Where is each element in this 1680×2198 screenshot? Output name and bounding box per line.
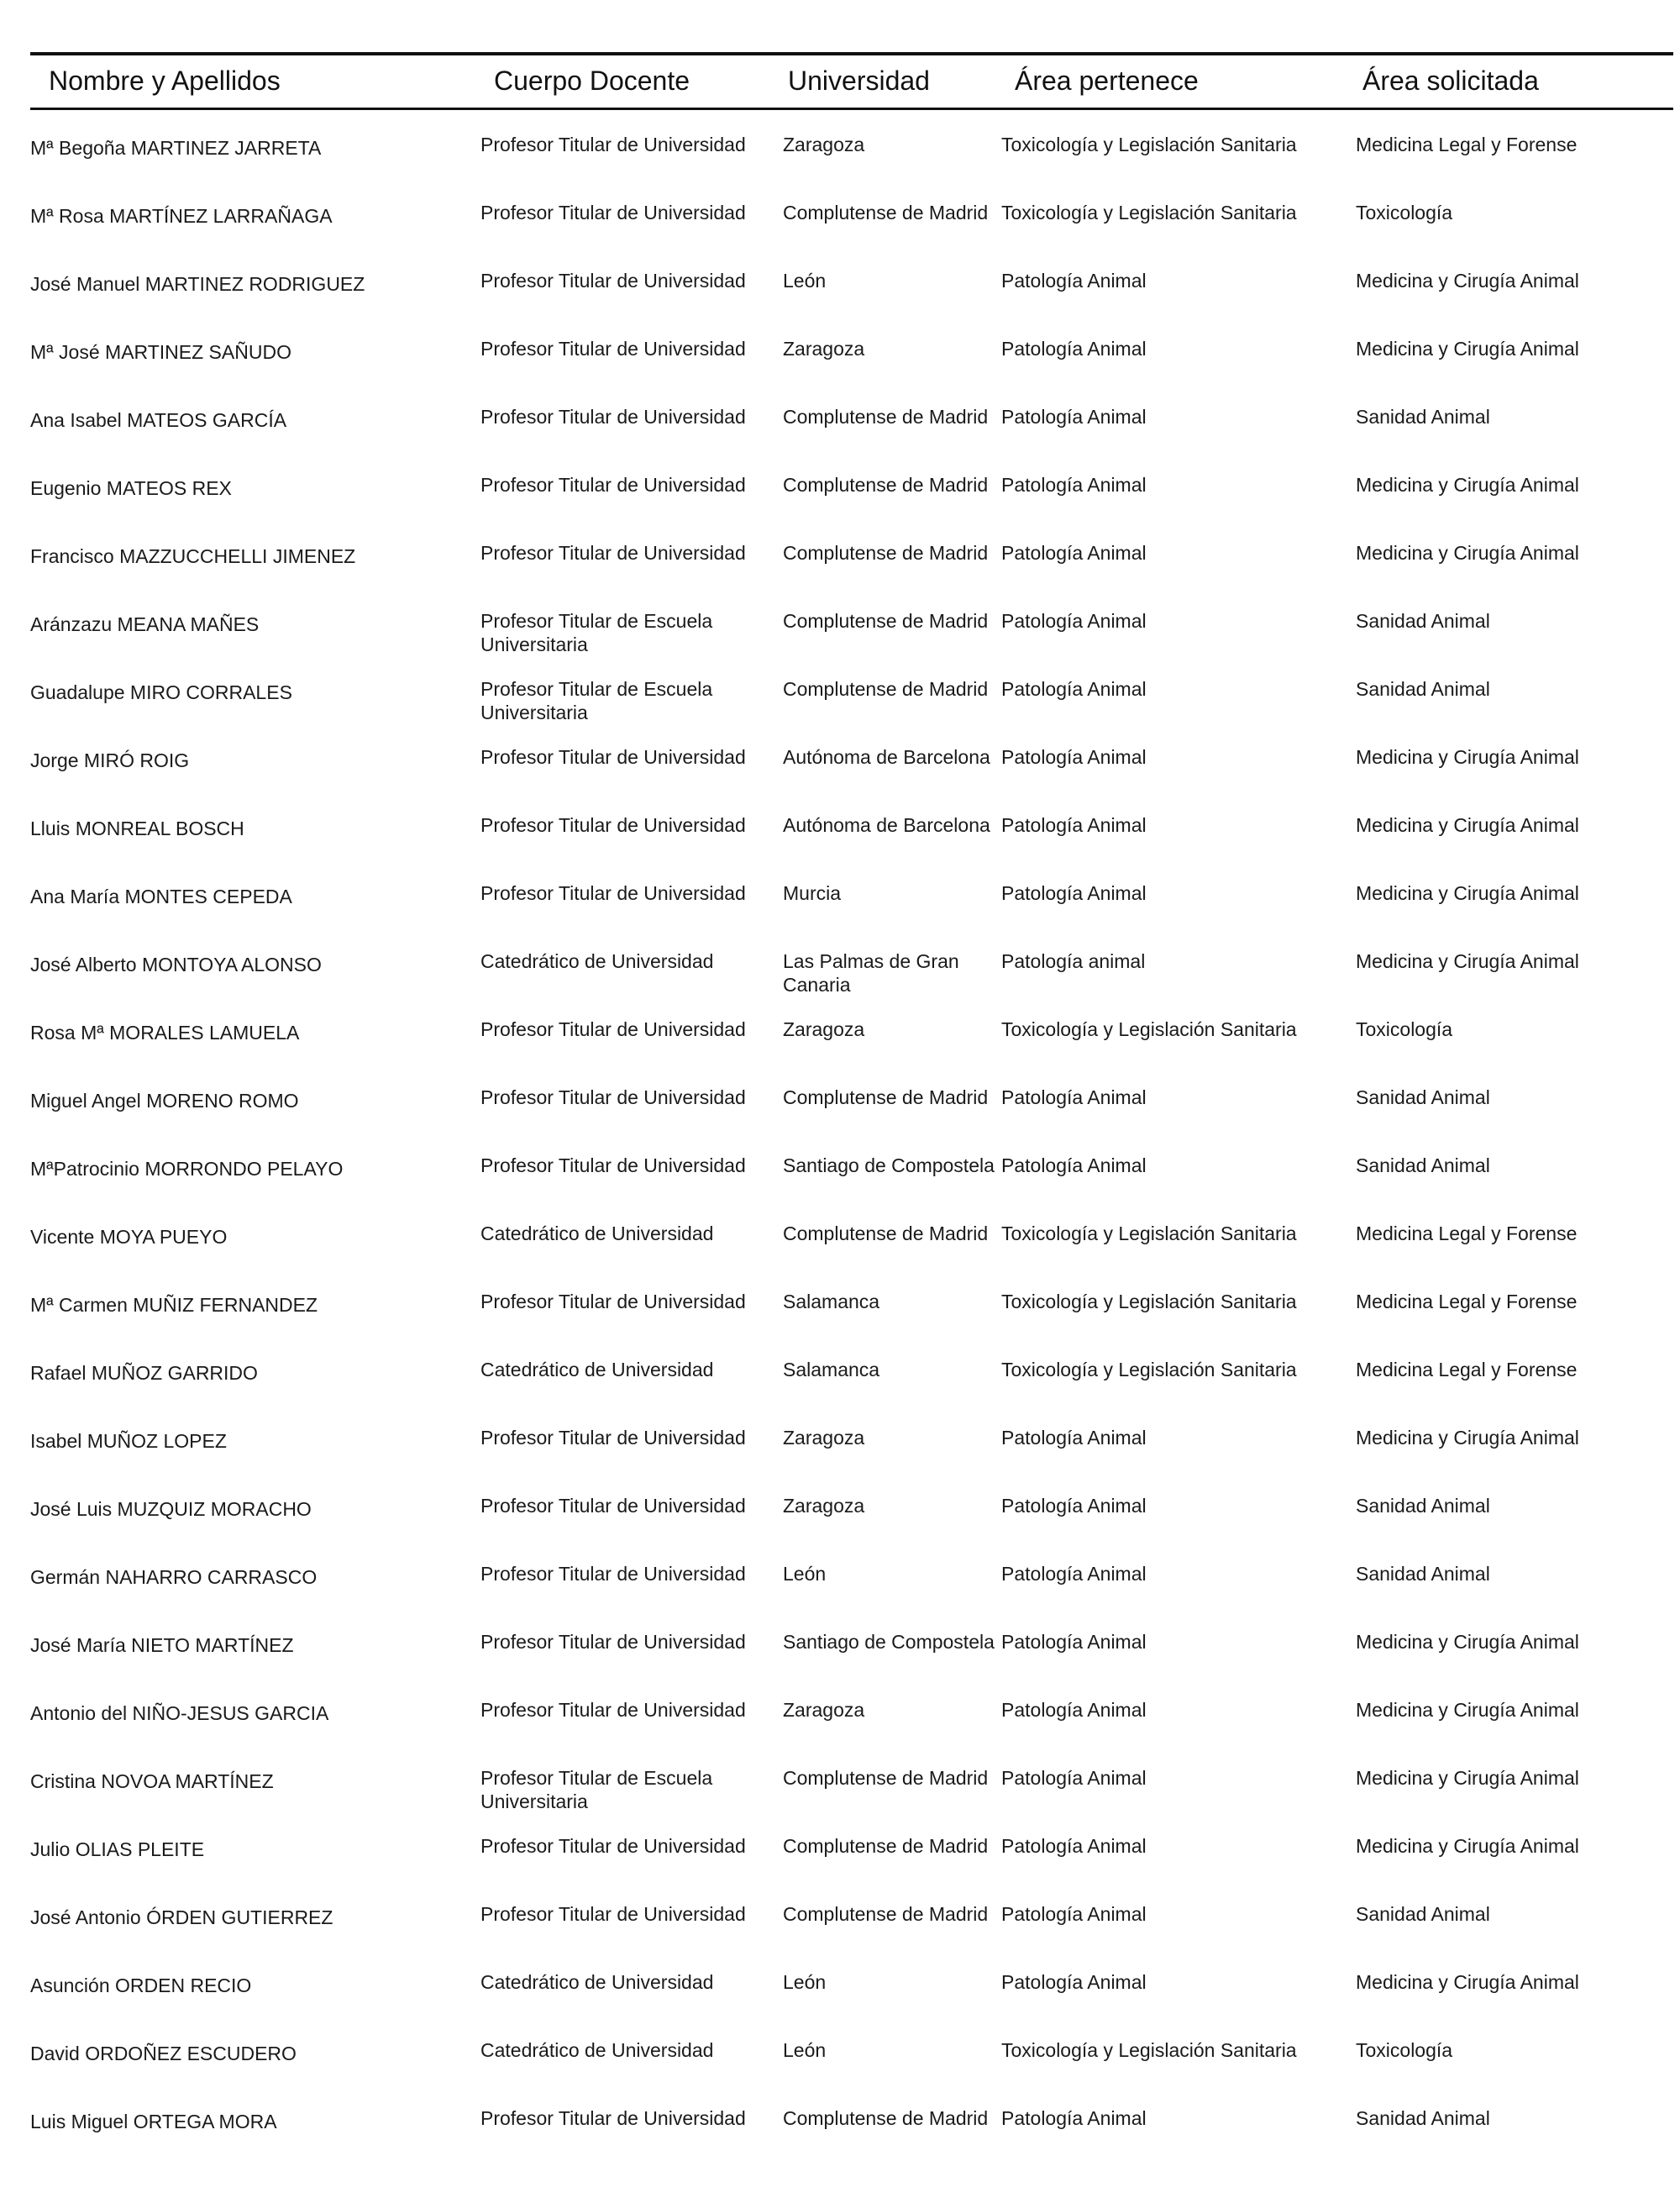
cell-area-solicitada: Medicina y Cirugía Animal	[1356, 814, 1579, 836]
cell-nombre: Ana María MONTES CEPEDA	[30, 886, 292, 907]
table-row	[0, 730, 1680, 797]
cell-universidad: Complutense de Madrid	[783, 678, 989, 700]
cell-area-pertenece: Patología Animal	[1001, 1699, 1147, 1721]
table-row	[0, 1547, 1680, 1614]
cell-area-solicitada: Medicina y Cirugía Animal	[1356, 1427, 1579, 1449]
cell-area-solicitada: Medicina y Cirugía Animal	[1356, 542, 1579, 564]
cell-nombre: David ORDOÑEZ ESCUDERO	[30, 2043, 297, 2064]
cell-universidad: Zaragoza	[783, 1699, 865, 1721]
cell-nombre: José Luis MUZQUIZ MORACHO	[30, 1498, 312, 1520]
cell-universidad: Complutense de Madrid	[783, 2107, 989, 2129]
table-row	[0, 1343, 1680, 1410]
cell-nombre: Isabel MUÑOZ LOPEZ	[30, 1430, 227, 1452]
cell-area-pertenece: Toxicología y Legislación Sanitaria	[1001, 202, 1297, 223]
cell-cuerpo: Profesor Titular de Universidad	[480, 814, 746, 836]
cell-area-solicitada: Medicina Legal y Forense	[1356, 1291, 1578, 1312]
cell-area-pertenece: Patología Animal	[1001, 1427, 1147, 1449]
cell-area-solicitada: Medicina y Cirugía Animal	[1356, 1631, 1579, 1653]
cell-cuerpo: Profesor Titular de Universidad	[480, 270, 746, 292]
cell-nombre: Miguel Angel MORENO ROMO	[30, 1090, 299, 1112]
cell-area-solicitada: Sanidad Animal	[1356, 1903, 1490, 1925]
cell-area-pertenece: Patología Animal	[1001, 746, 1147, 768]
cell-area-pertenece: Patología Animal	[1001, 814, 1147, 836]
cell-nombre: José Alberto MONTOYA ALONSO	[30, 954, 322, 975]
cell-cuerpo: Profesor Titular de Universidad	[480, 2107, 746, 2129]
cell-cuerpo: Profesor Titular de Universidad	[480, 542, 746, 564]
cell-area-solicitada: Medicina y Cirugía Animal	[1356, 950, 1579, 972]
cell-area-pertenece: Patología Animal	[1001, 610, 1147, 632]
cell-nombre: Mª Begoña MARTINEZ JARRETA	[30, 137, 322, 159]
cell-area-pertenece: Toxicología y Legislación Sanitaria	[1001, 1359, 1297, 1380]
cell-nombre: Rafael MUÑOZ GARRIDO	[30, 1362, 258, 1384]
cell-universidad: León	[783, 270, 827, 292]
cell-universidad: León	[783, 1971, 827, 1993]
cell-cuerpo: Profesor Titular de Universidad	[480, 1495, 746, 1517]
header-area-pertenece: Área pertenece	[1015, 66, 1199, 96]
cell-cuerpo: Profesor Titular de Universidad	[480, 1699, 746, 1721]
cell-universidad: Complutense de Madrid	[783, 474, 989, 496]
cell-area-solicitada: Sanidad Animal	[1356, 1563, 1490, 1585]
cell-cuerpo: Profesor Titular de Universidad	[480, 1427, 746, 1449]
cell-nombre: Asunción ORDEN RECIO	[30, 1975, 252, 1996]
cell-universidad: León	[783, 1563, 827, 1585]
cell-nombre: Jorge MIRÓ ROIG	[30, 749, 190, 771]
cell-cuerpo: Catedrático de Universidad	[480, 1223, 714, 1244]
table-row	[0, 866, 1680, 933]
cell-universidad: Autónoma de Barcelona	[783, 814, 990, 836]
cell-nombre: Lluis MONREAL BOSCH	[30, 818, 244, 839]
cell-cuerpo: Profesor Titular de Universidad	[480, 1903, 746, 1925]
cell-universidad: Complutense de Madrid	[783, 1835, 989, 1857]
cell-area-solicitada: Medicina y Cirugía Animal	[1356, 1971, 1579, 1993]
cell-cuerpo: Catedrático de Universidad	[480, 1971, 714, 1993]
cell-area-solicitada: Sanidad Animal	[1356, 2107, 1490, 2129]
cell-nombre: José Manuel MARTINEZ RODRIGUEZ	[30, 273, 365, 295]
cell-nombre: MªPatrocinio MORRONDO PELAYO	[30, 1158, 344, 1180]
cell-area-solicitada: Sanidad Animal	[1356, 1154, 1490, 1176]
cell-area-solicitada: Medicina y Cirugía Animal	[1356, 882, 1579, 904]
cell-area-solicitada: Toxicología	[1356, 202, 1453, 223]
cell-nombre: Eugenio MATEOS REX	[30, 477, 232, 499]
cell-nombre: Mª Rosa MARTÍNEZ LARRAÑAGA	[30, 205, 333, 227]
cell-cuerpo: Profesor Titular de Escuela Universitaria	[480, 678, 713, 723]
cell-area-pertenece: Patología Animal	[1001, 338, 1147, 360]
cell-area-pertenece: Patología Animal	[1001, 1154, 1147, 1176]
cell-cuerpo: Profesor Titular de Escuela Universitaria	[480, 1767, 713, 1812]
cell-area-pertenece: Patología Animal	[1001, 678, 1147, 700]
table-row	[0, 1479, 1680, 1546]
table-row	[0, 934, 1680, 1002]
cell-area-pertenece: Toxicología y Legislación Sanitaria	[1001, 1223, 1297, 1244]
cell-nombre: Francisco MAZZUCCHELLI JIMENEZ	[30, 545, 356, 567]
cell-universidad: Complutense de Madrid	[783, 1086, 989, 1108]
table-top-rule	[30, 52, 1673, 55]
cell-nombre: Mª Carmen MUÑIZ FERNANDEZ	[30, 1294, 318, 1316]
table-row	[0, 1275, 1680, 1342]
cell-area-pertenece: Patología Animal	[1001, 270, 1147, 292]
table-row	[0, 1751, 1680, 1818]
cell-area-pertenece: Toxicología y Legislación Sanitaria	[1001, 1018, 1297, 1040]
cell-universidad: Salamanca	[783, 1359, 880, 1380]
cell-area-solicitada: Sanidad Animal	[1356, 1086, 1490, 1108]
table-row	[0, 1002, 1680, 1070]
header-bottom-rule	[30, 108, 1673, 110]
cell-nombre: Antonio del NIÑO-JESUS GARCIA	[30, 1702, 329, 1724]
cell-nombre: Mª José MARTINEZ SAÑUDO	[30, 341, 291, 363]
cell-area-pertenece: Patología Animal	[1001, 1835, 1147, 1857]
cell-cuerpo: Profesor Titular de Universidad	[480, 202, 746, 223]
cell-area-pertenece: Patología Animal	[1001, 1767, 1147, 1789]
cell-cuerpo: Profesor Titular de Universidad	[480, 1018, 746, 1040]
cell-universidad: Zaragoza	[783, 134, 865, 155]
cell-cuerpo: Profesor Titular de Universidad	[480, 1291, 746, 1312]
cell-cuerpo: Profesor Titular de Universidad	[480, 1086, 746, 1108]
cell-cuerpo: Profesor Titular de Universidad	[480, 474, 746, 496]
cell-area-pertenece: Patología animal	[1001, 950, 1146, 972]
cell-nombre: José Antonio ÓRDEN GUTIERREZ	[30, 1906, 333, 1928]
cell-area-pertenece: Patología Animal	[1001, 542, 1147, 564]
cell-area-pertenece: Patología Animal	[1001, 474, 1147, 496]
table-row	[0, 322, 1680, 389]
cell-area-solicitada: Medicina Legal y Forense	[1356, 1359, 1578, 1380]
cell-area-pertenece: Toxicología y Legislación Sanitaria	[1001, 134, 1297, 155]
cell-area-solicitada: Medicina y Cirugía Animal	[1356, 338, 1579, 360]
cell-nombre: Cristina NOVOA MARTÍNEZ	[30, 1770, 274, 1792]
cell-area-pertenece: Patología Animal	[1001, 1903, 1147, 1925]
cell-universidad: León	[783, 2039, 827, 2061]
cell-universidad: Salamanca	[783, 1291, 880, 1312]
cell-universidad: Zaragoza	[783, 1495, 865, 1517]
cell-nombre: Germán NAHARRO CARRASCO	[30, 1566, 318, 1588]
cell-area-pertenece: Patología Animal	[1001, 882, 1147, 904]
cell-universidad: Complutense de Madrid	[783, 610, 989, 632]
table-row	[0, 1138, 1680, 1206]
cell-cuerpo: Profesor Titular de Universidad	[480, 746, 746, 768]
cell-area-solicitada: Sanidad Animal	[1356, 610, 1490, 632]
cell-universidad: Murcia	[783, 882, 842, 904]
cell-universidad: Complutense de Madrid	[783, 1223, 989, 1244]
cell-area-solicitada: Medicina y Cirugía Animal	[1356, 474, 1579, 496]
cell-area-pertenece: Patología Animal	[1001, 1563, 1147, 1585]
cell-nombre: Rosa Mª MORALES LAMUELA	[30, 1022, 300, 1044]
cell-universidad: Santiago de Compostela	[783, 1154, 995, 1176]
cell-universidad: Complutense de Madrid	[783, 202, 989, 223]
table-row	[0, 1207, 1680, 1274]
cell-universidad: Complutense de Madrid	[783, 1767, 989, 1789]
cell-cuerpo: Catedrático de Universidad	[480, 1359, 714, 1380]
cell-universidad: Las Palmas de Gran Canaria	[783, 950, 959, 996]
cell-nombre: Ana Isabel MATEOS GARCÍA	[30, 409, 287, 431]
cell-area-solicitada: Toxicología	[1356, 1018, 1453, 1040]
header-universidad: Universidad	[788, 66, 930, 96]
table-row	[0, 458, 1680, 525]
cell-cuerpo: Profesor Titular de Universidad	[480, 1563, 746, 1585]
table-row	[0, 2091, 1680, 2159]
cell-universidad: Zaragoza	[783, 1427, 865, 1449]
cell-universidad: Complutense de Madrid	[783, 542, 989, 564]
cell-nombre: Luis Miguel ORTEGA MORA	[30, 2111, 277, 2132]
table-row	[0, 526, 1680, 593]
cell-area-solicitada: Medicina y Cirugía Animal	[1356, 1767, 1579, 1789]
table-row	[0, 1683, 1680, 1750]
cell-cuerpo: Profesor Titular de Universidad	[480, 134, 746, 155]
cell-cuerpo: Profesor Titular de Universidad	[480, 1835, 746, 1857]
cell-nombre: Vicente MOYA PUEYO	[30, 1226, 228, 1248]
cell-area-solicitada: Sanidad Animal	[1356, 406, 1490, 428]
header-area-solicitada: Área solicitada	[1362, 66, 1539, 96]
cell-area-solicitada: Medicina Legal y Forense	[1356, 134, 1578, 155]
cell-area-pertenece: Toxicología y Legislación Sanitaria	[1001, 1291, 1297, 1312]
cell-nombre: Julio OLIAS PLEITE	[30, 1838, 205, 1860]
cell-cuerpo: Profesor Titular de Universidad	[480, 338, 746, 360]
cell-universidad: Santiago de Compostela	[783, 1631, 995, 1653]
table-row	[0, 118, 1680, 185]
table-row	[0, 390, 1680, 457]
table-header	[0, 66, 1680, 103]
cell-area-solicitada: Medicina Legal y Forense	[1356, 1223, 1578, 1244]
cell-universidad: Autónoma de Barcelona	[783, 746, 990, 768]
table-row	[0, 1615, 1680, 1682]
cell-area-pertenece: Patología Animal	[1001, 1495, 1147, 1517]
cell-area-pertenece: Patología Animal	[1001, 2107, 1147, 2129]
cell-area-solicitada: Medicina y Cirugía Animal	[1356, 270, 1579, 292]
table-row	[0, 1887, 1680, 1954]
table-row	[0, 594, 1680, 661]
table-row	[0, 662, 1680, 729]
cell-area-pertenece: Patología Animal	[1001, 406, 1147, 428]
cell-nombre: Guadalupe MIRO CORRALES	[30, 681, 292, 703]
table-row	[0, 1070, 1680, 1138]
cell-area-pertenece: Patología Animal	[1001, 1631, 1147, 1653]
table-row	[0, 1955, 1680, 2022]
cell-universidad: Complutense de Madrid	[783, 1903, 989, 1925]
table-row	[0, 2023, 1680, 2090]
cell-area-pertenece: Toxicología y Legislación Sanitaria	[1001, 2039, 1297, 2061]
table-row	[0, 254, 1680, 321]
cell-cuerpo: Profesor Titular de Universidad	[480, 406, 746, 428]
cell-area-solicitada: Sanidad Animal	[1356, 678, 1490, 700]
cell-area-solicitada: Medicina y Cirugía Animal	[1356, 1835, 1579, 1857]
header-cuerpo: Cuerpo Docente	[494, 66, 690, 96]
cell-area-solicitada: Medicina y Cirugía Animal	[1356, 746, 1579, 768]
cell-cuerpo: Profesor Titular de Universidad	[480, 1631, 746, 1653]
cell-area-solicitada: Medicina y Cirugía Animal	[1356, 1699, 1579, 1721]
cell-universidad: Zaragoza	[783, 338, 865, 360]
table-row	[0, 186, 1680, 253]
cell-cuerpo: Catedrático de Universidad	[480, 2039, 714, 2061]
cell-area-pertenece: Patología Animal	[1001, 1971, 1147, 1993]
cell-cuerpo: Profesor Titular de Universidad	[480, 1154, 746, 1176]
cell-nombre: Aránzazu MEANA MAÑES	[30, 613, 260, 635]
cell-universidad: Zaragoza	[783, 1018, 865, 1040]
cell-cuerpo: Profesor Titular de Escuela Universitaria	[480, 610, 713, 655]
cell-area-solicitada: Sanidad Animal	[1356, 1495, 1490, 1517]
cell-universidad: Complutense de Madrid	[783, 406, 989, 428]
cell-area-solicitada: Toxicología	[1356, 2039, 1453, 2061]
cell-area-pertenece: Patología Animal	[1001, 1086, 1147, 1108]
table-row	[0, 1411, 1680, 1478]
cell-nombre: José María NIETO MARTÍNEZ	[30, 1634, 294, 1656]
cell-cuerpo: Catedrático de Universidad	[480, 950, 714, 972]
table-row	[0, 1819, 1680, 1886]
table-row	[0, 798, 1680, 865]
header-nombre: Nombre y Apellidos	[49, 66, 281, 96]
cell-cuerpo: Profesor Titular de Universidad	[480, 882, 746, 904]
